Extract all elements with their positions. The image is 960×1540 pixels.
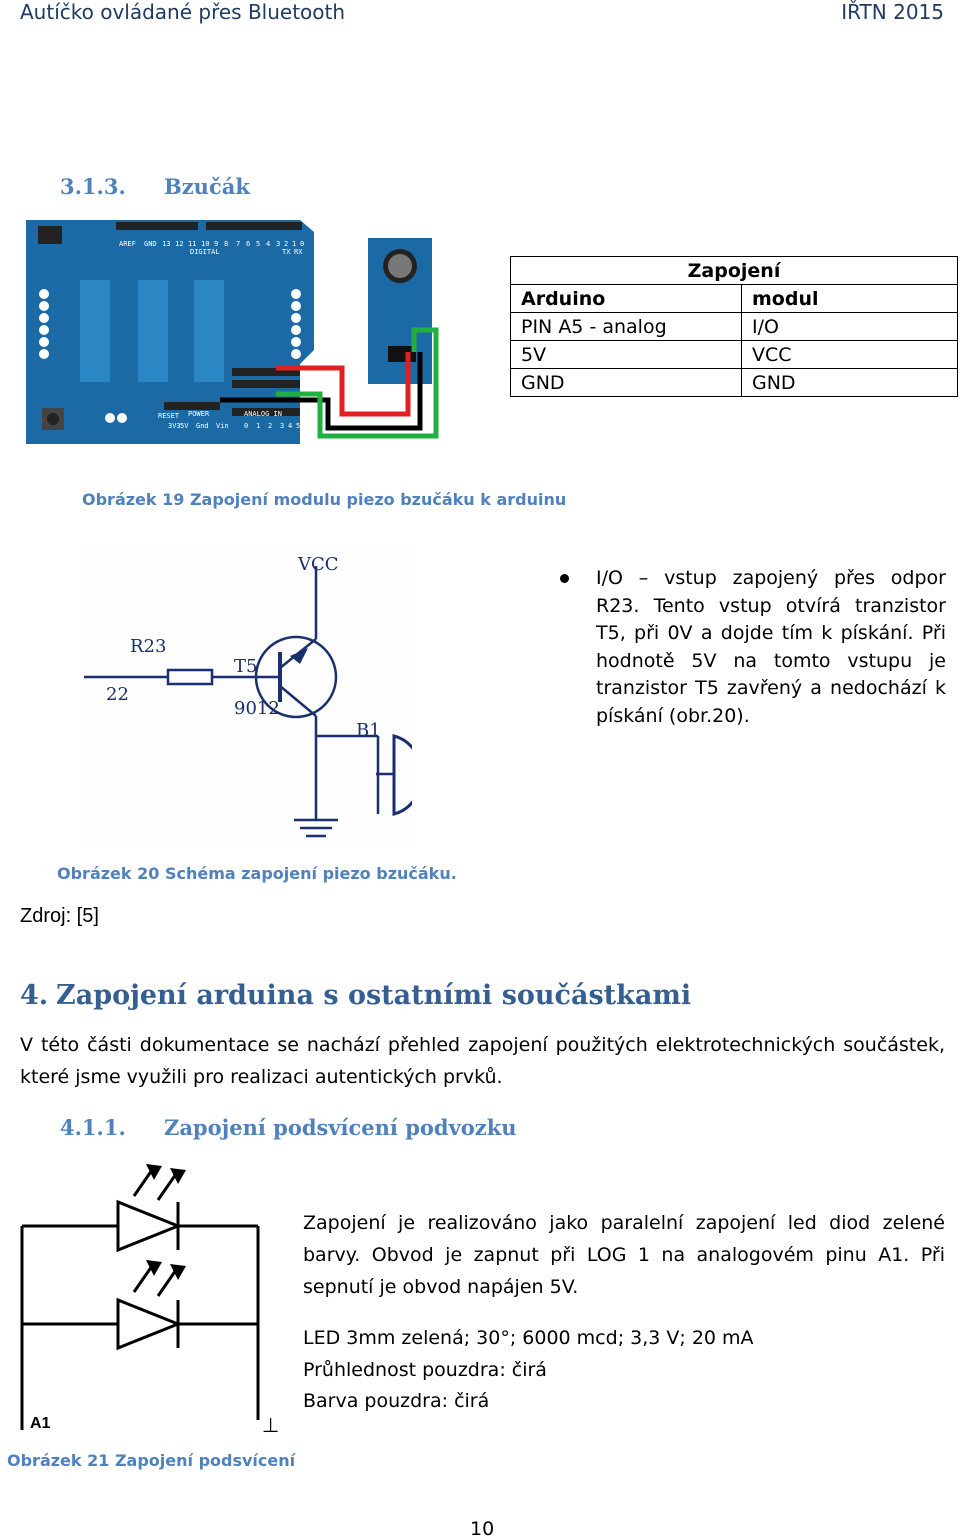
arduino-wiring-image (24, 218, 444, 444)
table-cell: I/O (742, 313, 958, 341)
chapter-intro: V této části dokumentace se nachází přehled zapojení použitých elektrotechnických součástek, které jsme využili pro realizaci autentických prvků. (20, 1034, 945, 1088)
board-label: 5 (296, 422, 301, 430)
board-label: 2 (284, 240, 289, 248)
board-label: Gnd (196, 422, 209, 430)
buzzer-schematic (84, 544, 412, 848)
figure-caption: Obrázek 19 Zapojení modulu piezo bzučáku k arduinu (82, 490, 567, 509)
board-label: ANALOG IN (244, 410, 282, 418)
board-label: RX (294, 248, 303, 256)
board-label: 3V3 (168, 422, 181, 430)
led-spec: Průhlednost pouzdra: čirá (303, 1359, 547, 1381)
led-description: Zapojení je realizováno jako paralelní zapojení led diod zelené barvy. Obvod je zapnut při LOG 1 na analogovém pinu A1. Při sepnutí je obvod napájen 5V. (303, 1212, 945, 1298)
board-label: 4 (288, 422, 293, 430)
table-header: Arduino (511, 285, 742, 313)
b1-label: B1 (356, 720, 381, 741)
board-label: POWER (188, 410, 210, 418)
header-left: Autíčko ovládané přes Bluetooth (20, 0, 346, 24)
chapter-title: Zapojení arduina s ostatními součástkami (56, 980, 692, 1011)
bullet-icon (560, 568, 572, 580)
table-row (511, 313, 958, 341)
section-title: Bzučák (164, 174, 250, 199)
led-spec: LED 3mm zelená; 30°; 6000 mcd; 3,3 V; 20 mA (303, 1327, 754, 1349)
board-label: 0 (244, 422, 249, 430)
board-label: Vin (216, 422, 229, 430)
led-spec: Barva pouzdra: čirá (303, 1390, 490, 1412)
table-header-row (511, 285, 958, 313)
header-right: IŘTN 2015 (841, 0, 944, 24)
board-label: 13 (162, 240, 171, 248)
table-cell: 5V (511, 341, 742, 369)
led-icon (118, 1300, 178, 1348)
bullet-text: I/O – vstup zapojený přes odpor R23. Tento vstup otvírá tranzistor T5, při 0V a dojde tím k pískání. Při hodnotě 5V na tomto vstupu je tranzistor T5 zavřený a nedochází k pískání (obr.20). (596, 567, 946, 727)
a1-label: A1 (30, 1415, 51, 1432)
transistor-type-label: 9012 (234, 698, 280, 719)
board-label: 5V (180, 422, 189, 430)
table-cell: VCC (742, 341, 958, 369)
board-label: 3 (276, 240, 281, 248)
led-icon (118, 1202, 178, 1250)
chapter-number: 4. (20, 980, 49, 1011)
ground-icon: ⊥ (262, 1413, 280, 1437)
board-label: 8 (224, 240, 229, 248)
table-cell: GND (742, 369, 958, 397)
resistor-value-label: 22 (106, 684, 129, 705)
board-label: 2 (268, 422, 273, 430)
page-number: 10 (470, 1518, 495, 1540)
r23-label: R23 (130, 636, 167, 657)
board-label: 11 (188, 240, 197, 248)
vcc-label: VCC (298, 554, 339, 575)
figure-caption: Obrázek 20 Schéma zapojení piezo bzučáku. (57, 864, 457, 883)
board-label: TX (282, 248, 291, 256)
board-label: DIGITAL (190, 248, 220, 256)
t5-label: T5 (234, 656, 258, 677)
board-label: 3 (280, 422, 285, 430)
board-label: 4 (266, 240, 271, 248)
board-label: 12 (175, 240, 184, 248)
source-note: Zdroj: [5] (20, 905, 99, 927)
board-label: 1 (256, 422, 261, 430)
table-row (511, 369, 958, 397)
board-label: RESET (158, 412, 180, 420)
section-number: 4.1.1. (60, 1115, 126, 1140)
board-label: 10 (201, 240, 210, 248)
board-label: 7 (236, 240, 241, 248)
board-label: 5 (256, 240, 261, 248)
figure-caption: Obrázek 21 Zapojení podsvícení (7, 1451, 296, 1470)
board-label: 6 (246, 240, 251, 248)
board-label: AREF (119, 240, 136, 248)
board-label: GND (144, 240, 157, 248)
board-label: 9 (214, 240, 219, 248)
board-label: 0 (300, 240, 305, 248)
led-schematic (18, 1162, 284, 1438)
table-cell: PIN A5 - analog (511, 313, 742, 341)
table-header: modul (742, 285, 958, 313)
table-row (511, 341, 958, 369)
section-title: Zapojení podsvícení podvozku (164, 1115, 517, 1140)
connection-table (510, 256, 958, 397)
table-cell: GND (511, 369, 742, 397)
table-title: Zapojení (511, 257, 958, 285)
board-label: 1 (292, 240, 297, 248)
section-number: 3.1.3. (60, 174, 126, 199)
